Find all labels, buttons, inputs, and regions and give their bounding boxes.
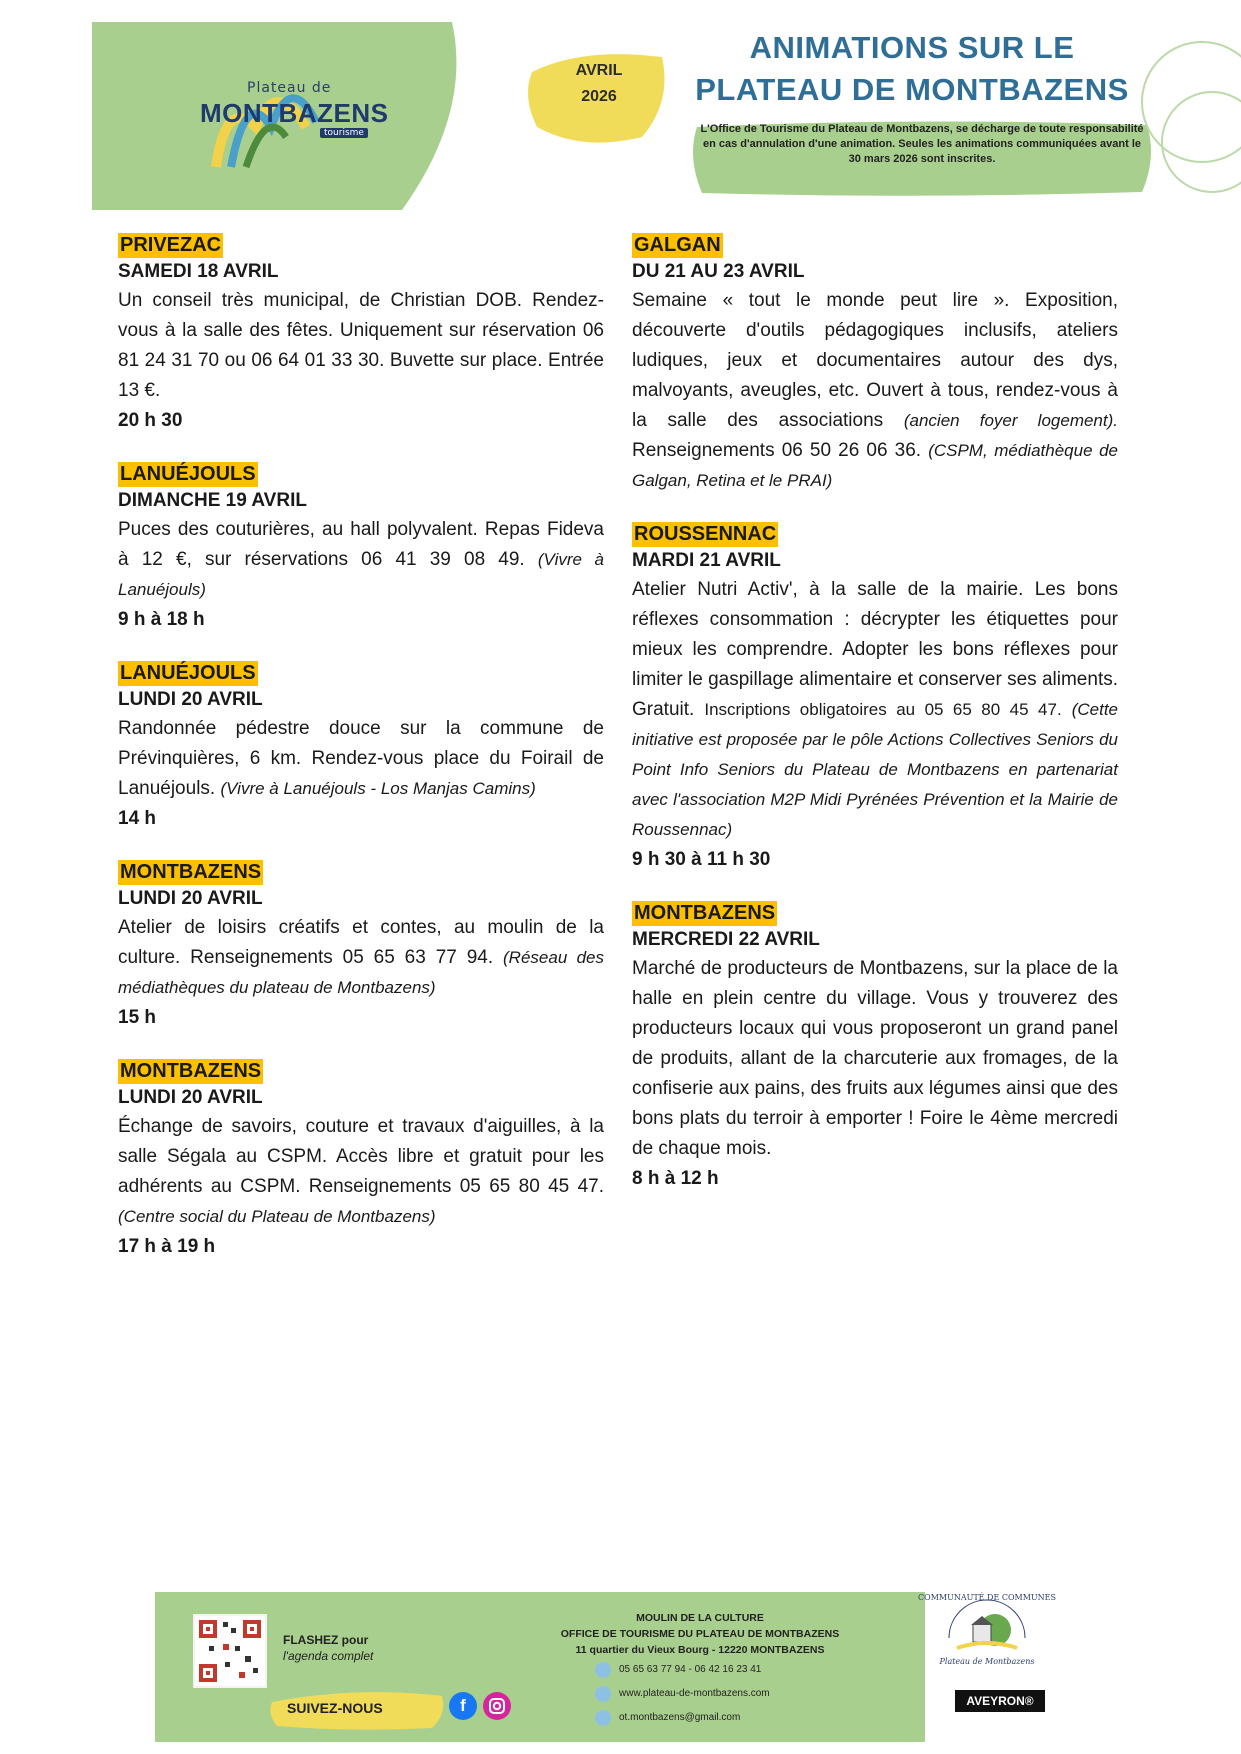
event-organizer: (Vivre à Lanuéjouls - Los Manjas Camins)	[220, 779, 536, 798]
logo-tag: tourisme	[320, 128, 368, 138]
follow-us-label: SUIVEZ-NOUS	[287, 1700, 383, 1716]
logo-subtitle: Plateau de	[247, 80, 332, 96]
qr-code-icon[interactable]	[193, 1614, 267, 1688]
event-time: 15 h	[118, 1007, 157, 1028]
event-organizer: (Cette initiative est proposée par le pôle Actions Collectives Seniors du Point Info Seniors du Plateau de Montbazens en partenariat avec l'association M2P Midi Pyrénées Prévention et la Mairie de Roussennac)	[632, 700, 1119, 839]
event-time: 9 h à 18 h	[118, 609, 205, 630]
website-link[interactable]: www.plateau-de-montbazens.com	[619, 1688, 770, 1699]
disclaimer-text: L'Office de Tourisme du Plateau de Montbazens, se décharge de toute responsabilité en cas d'annulation d'une animation. Seules les animations communiquées avant le 30 mars 2026 sont inscrites.	[700, 123, 1144, 165]
event-card	[632, 233, 1118, 496]
event-town: MONTBAZENS	[120, 1060, 262, 1082]
header	[92, 22, 1192, 210]
events-column-left	[118, 233, 604, 1288]
year-label: 2026	[581, 88, 617, 105]
event-time: 14 h	[118, 808, 157, 829]
phone-number[interactable]: 05 65 63 77 94 - 06 42 16 23 41	[619, 1664, 762, 1675]
event-town: GALGAN	[634, 234, 721, 256]
event-card	[118, 233, 604, 436]
event-description: Semaine « tout le monde peut lire ». Exposition, découverte d'outils pédagogiques inclusifs, ateliers ludiques, jeux et documentaires autour des dys, malvoyants, aveugles, etc. Ouvert à tous, rendez-vous à la salle des associations (ancien foyer logement). Renseignements 06 50 26 06 36. (CSPM, médiathèque de Galgan, Retina et le PRAI)	[632, 290, 1118, 490]
event-town: PRIVEZAC	[120, 234, 222, 256]
event-town: LANUÉJOULS	[120, 662, 256, 684]
event-card	[632, 901, 1118, 1194]
event-date: DU 21 AU 23 AVRIL	[632, 261, 805, 282]
event-date: MERCREDI 22 AVRIL	[632, 929, 820, 950]
event-time: 20 h 30	[118, 410, 183, 431]
event-date: LUNDI 20 AVRIL	[118, 1087, 263, 1108]
flash-qr-text: FLASHEZ pour l'agenda complet	[283, 1633, 374, 1663]
facebook-icon[interactable]: f	[449, 1692, 477, 1720]
event-organizer: (Vivre à Lanuéjouls)	[118, 550, 605, 599]
event-time: 17 h à 19 h	[118, 1236, 216, 1257]
event-card	[118, 661, 604, 834]
events-column-right	[632, 233, 1118, 1220]
event-organizer: (Réseau des médiathèques du plateau de Montbazens)	[118, 948, 605, 997]
event-card	[118, 462, 604, 635]
mail-icon	[595, 1710, 611, 1726]
event-date: LUNDI 20 AVRIL	[118, 888, 263, 909]
event-description: Randonnée pédestre douce sur la commune de Prévinquières, 6 km. Rendez-vous place du Foirail de Lanuéjouls. (Vivre à Lanuéjouls - Los Manjas Camins)	[118, 718, 604, 799]
aveyron-logo: AVEYRON®	[955, 1690, 1045, 1712]
event-town: LANUÉJOULS	[120, 463, 256, 485]
event-time: 9 h 30 à 11 h 30	[632, 849, 771, 870]
decorative-circles-icon	[1112, 32, 1232, 212]
event-date: LUNDI 20 AVRIL	[118, 689, 263, 710]
logo-title: MONTBAZENS	[200, 98, 389, 128]
phone-icon	[595, 1662, 611, 1678]
globe-icon	[595, 1686, 611, 1702]
event-organizer: (Centre social du Plateau de Montbazens)	[118, 1207, 436, 1226]
event-card	[632, 522, 1118, 875]
event-date: SAMEDI 18 AVRIL	[118, 261, 279, 282]
event-description: Marché de producteurs de Montbazens, sur la place de la halle en plein centre du village. Vous y trouverez des producteurs locaux qui vous proposeront un grand panel de produits, allant de la charcuterie aux fromages, de la confiserie aux pains, des fruits aux légumes ainsi que des bons plats du terroir à emporter ! Foire le 4ème mercredi de chaque mois.	[632, 958, 1118, 1159]
svg-text:COMMUNAUTÉ DE COMMUNES: COMMUNAUTÉ DE COMMUNES	[918, 1593, 1056, 1602]
month-badge	[534, 58, 664, 110]
event-description: Atelier Nutri Activ', à la salle de la mairie. Les bons réflexes consommation : décrypter les étiquettes pour mieux les comprendre. Adopter les bons réflexes pour limiter le gaspillage alimentaire et conserver ses aliments. Gratuit. Inscriptions obligatoires au 05 65 80 45 47. (Cette initiative est proposée par le pôle Actions Collectives Seniors du Point Info Seniors du Plateau de Montbazens en partenariat avec l'association M2P Midi Pyrénées Prévention et la Mairie de Roussennac)	[632, 579, 1119, 839]
instagram-icon[interactable]	[483, 1692, 511, 1720]
event-description: Puces des couturières, au hall polyvalent. Repas Fideva à 12 €, sur réservations 06 41 39 08 49. (Vivre à Lanuéjouls)	[118, 519, 605, 599]
event-description: Un conseil très municipal, de Christian DOB. Rendez-vous à la salle des fêtes. Uniquement sur réservation 06 81 24 31 70 ou 06 64 01 33 30. Buvette sur place. Entrée 13 €.	[118, 290, 604, 401]
event-card	[118, 860, 604, 1033]
event-organizer: (CSPM, médiathèque de Galgan, Retina et le PRAI)	[632, 441, 1118, 490]
office-address: MOULIN DE LA CULTURE OFFICE DE TOURISME DU PLATEAU DE MONTBAZENS 11 quartier du Vieux Bourg - 12220 MONTBAZENS	[560, 1612, 840, 1656]
email-link[interactable]: ot.montbazens@gmail.com	[619, 1712, 741, 1723]
event-date: DIMANCHE 19 AVRIL	[118, 490, 307, 511]
month-label: AVRIL	[575, 62, 623, 79]
page-title-line2: PLATEAU DE MONTBAZENS	[695, 72, 1129, 107]
event-description: Atelier de loisirs créatifs et contes, au moulin de la culture. Renseignements 05 65 63 77 94. (Réseau des médiathèques du plateau de Montbazens)	[118, 917, 605, 997]
footer	[155, 1572, 1095, 1742]
event-town: MONTBAZENS	[120, 861, 262, 883]
event-card	[118, 1059, 604, 1262]
page-title-line1: ANIMATIONS SUR LE	[749, 30, 1075, 65]
event-town: ROUSSENNAC	[634, 523, 777, 545]
event-description: Échange de savoirs, couture et travaux d'aiguilles, à la salle Ségala au CSPM. Accès libre et gratuit pour les adhérents au CSPM. Renseignements 05 65 80 45 47. (Centre social du Plateau de Montbazens)	[118, 1116, 604, 1226]
event-time: 8 h à 12 h	[632, 1168, 719, 1189]
event-town: MONTBAZENS	[634, 902, 776, 924]
communaute-de-communes-logo-icon	[918, 1578, 1056, 1678]
event-date: MARDI 21 AVRIL	[632, 550, 781, 571]
svg-text:Plateau de Montbazens: Plateau de Montbazens	[939, 1657, 1035, 1666]
